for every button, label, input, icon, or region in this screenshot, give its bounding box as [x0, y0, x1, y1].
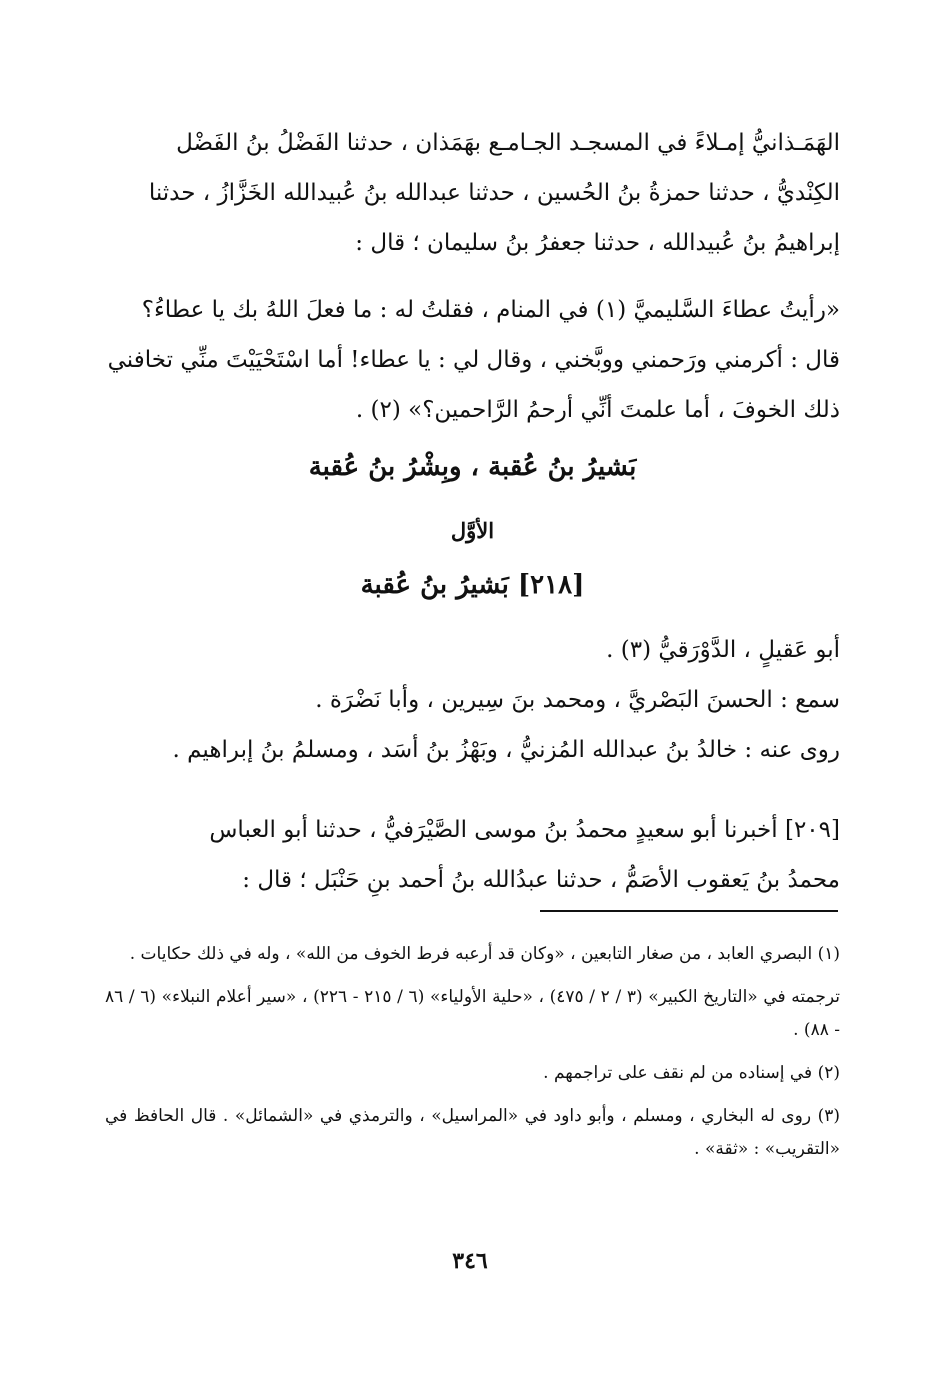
text-line: ذلك الخوفَ ، أما علمتَ أنِّي أرحمُ الرَّاحمين؟» (٢) . [355, 397, 840, 423]
paragraph-209 [105, 805, 840, 905]
entry-kunya: أبو عَقيلٍ ، الدَّوْرَقيُّ (٣) . [606, 637, 840, 663]
footnote-1: (١) البصري العابد ، من صغار التابعين ، «وكان قد أرعبه فرط الخوف من الله» ، وله في ذلك حكايات . [129, 944, 840, 964]
paragraph-isnad [105, 118, 840, 268]
text-line: [٢٠٩] أخبرنا أبو سعيدٍ محمدُ بنُ موسى الصَّيْرَفيُّ ، حدثنا أبو العباس [209, 817, 840, 843]
text-line: الكِنْديُّ ، حدثنا حمزةُ بنُ الحُسين ، حدثنا عبدالله بنُ عُبيدالله الخَزَّازُ ، حدثنا [148, 180, 840, 206]
footnote-1-continued: ترجمته في «التاريخ الكبير» (٣ / ٢ / ٤٧٥) ، «حلية الأولياء» (٦ / ٢١٥ - ٢٢٦) ، «سير أعلام النبلاء» (٦ / ٨٦ - ٨٨) . [105, 987, 840, 1040]
text-line: الهَمَـذانيُّ إمـلاءً في المسجـد الجـامـع بهَمَذان ، حدثنا الفَضْلُ بنُ الفَضْل [176, 130, 840, 156]
footnotes [105, 938, 840, 1176]
section-heading: بَشيرُ بنُ عُقبة ، وبِشْرُ بنُ عُقبة [308, 452, 637, 482]
entry-narrated-by: روى عنه : خالدُ بنُ عبدالله المُزنيُّ ، وبَهْزُ بنُ أسَد ، ومسلمُ بنُ إبراهيم . [172, 737, 840, 763]
text-line: قال : أكرمني ورَحمني ووبَّخني ، وقال لي : يا عطاء! أما اسْتَحْيَيْتَ منِّي تخافني [107, 347, 840, 373]
entry-heard-from: سمع : الحسنَ البَصْريَّ ، ومحمد بنَ سِيرين ، وأبا نَضْرَة . [315, 687, 840, 713]
sub-heading: الأوَّل [450, 518, 495, 543]
text-line: محمدُ بنُ يَعقوب الأصَمُّ ، حدثنا عبدُالله بنُ أحمد بنِ حَنْبَل ؛ قال : [242, 867, 840, 893]
footnote-3: (٣) روى له البخاري ، ومسلم ، وأبو داود في «المراسيل» ، والترمذي في «الشمائل» . قال الحافظ في «التقريب» : «ثقة» . [105, 1106, 840, 1159]
entry-details [105, 625, 840, 775]
footnote-2: (٢) في إسناده من لم نقف على تراجمهم . [543, 1063, 840, 1083]
footnote-separator [540, 910, 838, 912]
text-line: «رأيتُ عطاءَ السَّليميَّ (١) في المنام ، فقلتُ له : ما فعلَ اللهُ بك يا عطاءُ؟ [141, 297, 840, 323]
text-line: إبراهيمُ بنُ عُبيدالله ، حدثنا جعفرُ بنُ سليمان ؛ قال : [355, 230, 840, 256]
page-number: ٣٤٦ [452, 1248, 488, 1274]
paragraph-dream-narration [105, 285, 840, 435]
entry-heading: [٢١٨] بَشيرُ بنُ عُقبة [360, 570, 585, 600]
